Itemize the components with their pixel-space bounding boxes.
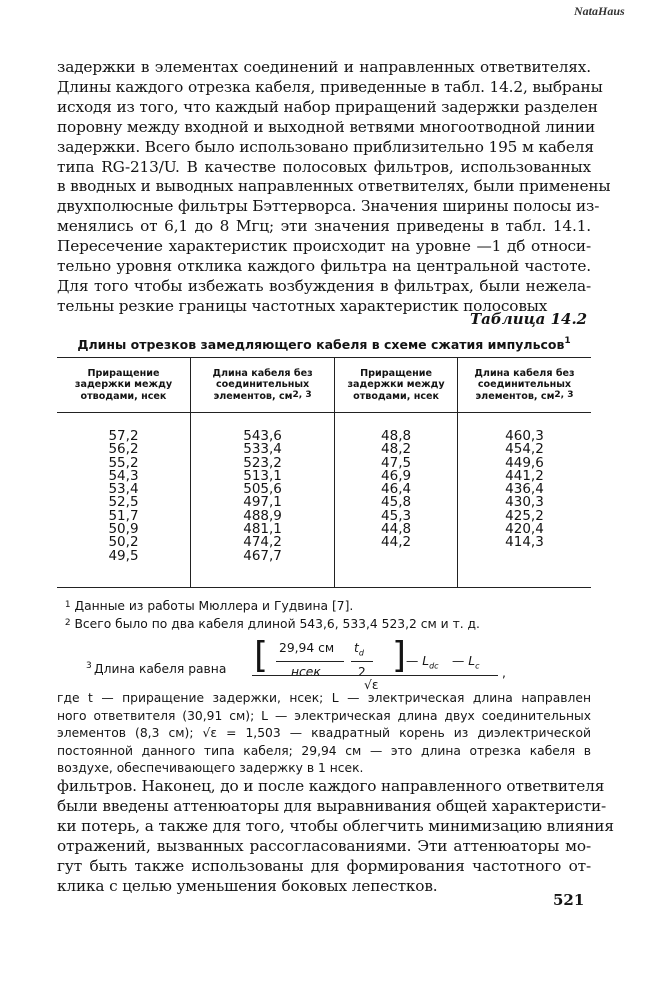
table-cell: 523,2 [191,457,335,470]
table-cell: 54,3 [57,470,191,483]
table-cell: 497,1 [191,496,335,509]
formula-explanation-line: элементов (8,3 см); √ε = 1,503 — квадратный корень из диэлектрической [57,726,591,740]
paragraph-bottom-line: фильтров. Наконец, до и после каждого направленного ответвителя [57,777,605,795]
table-cell: 50,2 [57,536,191,549]
formula-left-bracket: [ [254,635,269,676]
formula-explanation-line: ного ответвителя (30,91 см); L — электрическая длина двух соединительных [57,708,591,723]
header-cable-length-1: Длина кабеля без соединительных элементов, см2, 3 [191,358,335,413]
paragraph-top [57,58,611,317]
table-title-text: Длины отрезков замедляющего кабеля в схеме сжатия импульсов [77,337,565,352]
formula-sqrt-eps: √ε [364,678,379,692]
table-cell: 533,4 [191,443,335,456]
table-cell: 481,1 [191,523,335,536]
table-cell [335,550,458,563]
formula-lead-text: Длина кабеля равна [94,662,227,676]
header-delay-increment-1: Приращение задержки между отводами, нсек [57,358,191,413]
table-cell: 46,9 [335,470,458,483]
paragraph-bottom-line: клика с целью уменьшения боковых лепестков. [57,876,438,895]
table-cell: 56,2 [57,443,191,456]
table-cell: 47,5 [335,457,458,470]
table-cell: 49,5 [57,550,191,563]
table-cell: 44,8 [335,523,458,536]
header-delay-increment-2: Приращение задержки между отводами, нсек [335,358,458,413]
footnotes [57,598,591,633]
table-caption: Таблица 14.2 [470,310,588,328]
table-cell: 467,7 [191,550,335,563]
table-cell: 488,9 [191,510,335,523]
footnote-1: $^1$ Данные из работы Мюллера и Гудвина [7]. [64,599,354,613]
formula-right-bracket: ] [392,635,407,676]
table-cell: 45,8 [335,496,458,509]
table-cell: 474,2 [191,536,335,549]
table-cell: 51,7 [57,510,191,523]
formula-explanation-line: где t — приращение задержки, нсек; L — электрическая длина направлен [57,691,591,705]
formula-minus-lc: — $L_c$ [452,654,480,671]
table-cell: 460,3 [505,428,544,444]
paragraph-top-line: Пересечение характеристик происходит на уровне —1 дб относи- [57,237,591,256]
formula-fraction-bar [276,661,344,662]
table-cell: 48,8 [335,413,458,444]
table-cell: 505,6 [191,483,335,496]
table-cell: 52,5 [57,496,191,509]
table-cell: 53,4 [57,483,191,496]
formula-explanation-line: постоянной данного типа кабеля; 29,94 см — это длина отрезка кабеля в [57,743,591,758]
table-cell: 44,2 [335,536,458,549]
paragraph-top-line: типа RG-213/U. В качестве полосовых фильтров, использованных [57,157,591,176]
table-title [57,337,591,352]
table-title-footnote-mark: 1 [564,336,571,346]
table-cell: 449,6 [505,454,544,471]
formula-explanation [57,690,591,778]
paragraph-bottom-line: отражений, вызванных рассогласованиями. Эти аттенюаторы мо- [57,836,591,855]
formula-main-bar [252,675,498,676]
table-cell: 430,3 [505,494,544,511]
table-cell: 420,4 [505,521,544,538]
formula-two: 2 [358,665,366,679]
paragraph-bottom-line: были введены аттенюаторы для выравнивания общей характеристи- [57,796,607,815]
table-cell: 46,4 [335,483,458,496]
paragraph-top-line: задержки. Всего было использовано приблизительно 195 м кабеля [57,137,594,156]
table-cell: 57,2 [57,413,191,444]
table-cell: 45,3 [335,510,458,523]
cable-length-table [57,357,591,588]
header-cable-length-2: Длина кабеля без соединительных элементов, см2, 3 [457,358,591,413]
paragraph-bottom-line: ки потерь, а также для того, чтобы облегчить минимизацию влияния [57,816,614,835]
paragraph-bottom-line: гут быть также использованы для формирования частотного от- [57,856,591,875]
table-row [57,550,591,563]
paragraph-top-line: поровну между входной и выходной ветвями многоотводной линии [57,117,596,136]
paragraph-bottom [57,777,614,896]
formula-numerator: 29,94 см [279,641,335,655]
paragraph-top-line: двухполюсные фильтры Бэттерворса. Значения ширины полосы из- [57,197,600,216]
publisher-logo: NataHaus [574,4,625,18]
formula-minus-ldc: — $L_{dc}$ [406,654,439,671]
formula-td: $t_d$ [354,641,364,658]
formula-denominator: нсек [291,665,321,679]
footnote-3-mark: 3 [86,661,92,671]
table-cell: 454,2 [505,441,544,458]
page-number: 521 [553,891,585,909]
paragraph-top-line: задержки в элементах соединений и направленных ответвителях. [57,58,591,76]
formula-td-bar [351,661,373,662]
paragraph-top-line: Для того чтобы избежать возбуждения в фильтрах, были нежела- [57,276,591,295]
table-cell: 48,2 [335,443,458,456]
table-cell: 441,2 [505,467,544,484]
table-cell [457,550,591,563]
table-cell: 425,2 [505,507,544,524]
paragraph-top-line: менялись от 6,1 до 8 Мгц; эти значения приведены в табл. 14.1. [57,217,591,236]
footnote-2: $^2$ Всего было по два кабеля длиной 543,6, 533,4 523,2 см и т. д. [64,616,480,631]
table-cell: 513,1 [191,470,335,483]
formula-comma: , [502,666,506,680]
table-cell: 436,4 [505,481,544,498]
formula-explanation-line: воздухе, обеспечивающего задержку в 1 нсек. [57,761,364,775]
table-cell: 543,6 [191,413,335,444]
table-row [57,413,591,444]
paragraph-top-line: тельно уровня отклика каждого фильтра на центральной частоте. [57,257,591,276]
table-cell: 414,3 [505,534,544,551]
paragraph-top-line: тельны резкие границы частотных характеристик полосовых [57,296,548,315]
paragraph-top-line: Длины каждого отрезка кабеля, приведенные в табл. 14.2, выбраны [57,77,603,96]
table-cell: 55,2 [57,457,191,470]
table-cell: 50,9 [57,523,191,536]
paragraph-top-line: в вводных и выводных направленных ответвителях, были применены [57,177,611,196]
table-bottom-rule [57,563,591,588]
paragraph-top-line: исходя из того, что каждый набор приращений задержки разделен [57,97,598,116]
